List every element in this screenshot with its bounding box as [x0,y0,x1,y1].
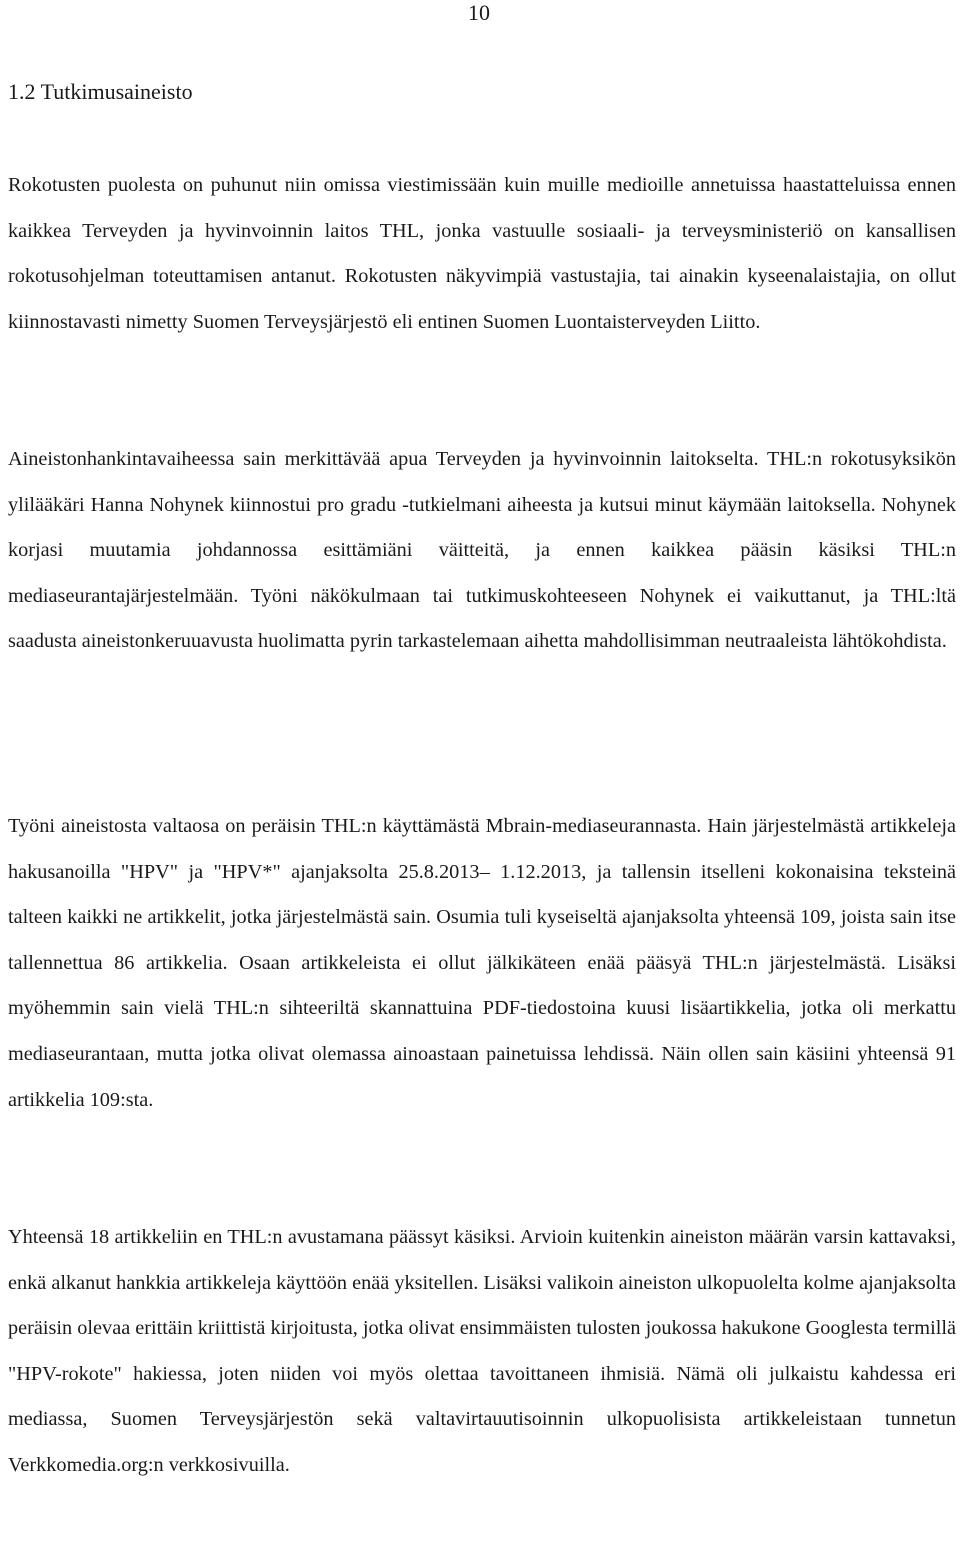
body-paragraph: Aineistonhankintavaiheessa sain merkittävää apua Terveyden ja hyvinvoinnin laitokselta. THL:n rokotusyksikön ylilääkäri Hanna Nohynek kiinnostui pro gradu -tutkielmani aiheesta ja kutsui minut käymään laitoksella. Nohynek korjasi muutamia johdannossa esittämiäni väitteitä, ja ennen kaikkea pääsin käsiksi THL:n mediaseurantajärjestelmään. Työni näkökulmaan tai tutkimuskohteeseen Nohynek ei vaikuttanut, ja THL:ltä saadusta aineistonkeruuavusta huolimatta pyrin tarkastelemaan aihetta mahdollisimman neutraaleista lähtökohdista. [8,448,956,653]
section-heading: 1.2 Tutkimusaineisto [8,79,193,104]
body-paragraph: Työni aineistosta valtaosa on peräisin THL:n käyttämästä Mbrain-mediaseurannasta. Hain järjestelmästä artikkeleja hakusanoilla "HPV" ja "HPV*" ajanjaksolta 25.8.2013– 1.12.2013, ja tallensin itselleni kokonaisina teksteinä talteen kaikki ne artikkelit, jotka järjestelmästä sain. Osumia tuli kyseiseltä ajanjaksolta yhteensä 109, joista sain itse tallennettua 86 artikkelia. Osaan artikkeleista ei ollut jälkikäteen enää pääsyä THL:n järjestelmästä. Lisäksi myöhemmin sain vielä THL:n sihteeriltä skannattuina PDF-tiedostoina kuusi lisäartikkelia, jotka oli merkattu mediaseurantaan, mutta jotka olivat olemassa ainoastaan painetuissa lehdissä. Näin ollen sain käsiini yhteensä 91 artikkelia 109:sta. [8,815,956,1111]
page-number: 10 [468,0,490,25]
body-paragraph: Rokotusten puolesta on puhunut niin omissa viestimissään kuin muille medioille annetuissa haastatteluissa ennen kaikkea Terveyden ja hyvinvoinnin laitos THL, jonka vastuulle sosiaali- ja terveysministeriö on kansallisen rokotusohjelman toteuttamisen antanut. Rokotusten näkyvimpiä vastustajia, tai ainakin kyseenalaistajia, on ollut kiinnostavasti nimetty Suomen Terveysjärjestö eli entinen Suomen Luontaisterveyden Liitto. [8,174,956,333]
body-paragraph: Yhteensä 18 artikkeliin en THL:n avustamana päässyt käsiksi. Arvioin kuitenkin aineiston määrän varsin kattavaksi, enkä alkanut hankkia artikkeleja käyttöön enää yksitellen. Lisäksi valikoin aineiston ulkopuolelta kolme ajanjaksolta peräisin olevaa erittäin kriittistä kirjoitusta, jotka olivat ensimmäisten tulosten joukossa hakukone Googlesta termillä "HPV-rokote" hakiessa, joten niiden voi myös olettaa tavoittaneen ihmisiä. Nämä oli julkaistu kahdessa eri mediassa, Suomen Terveysjärjestön sekä valtavirtauutisoinnin ulkopuolisista artikkeleistaan tunnetun Verkkomedia.org:n verkkosivuilla. [8,1226,956,1476]
